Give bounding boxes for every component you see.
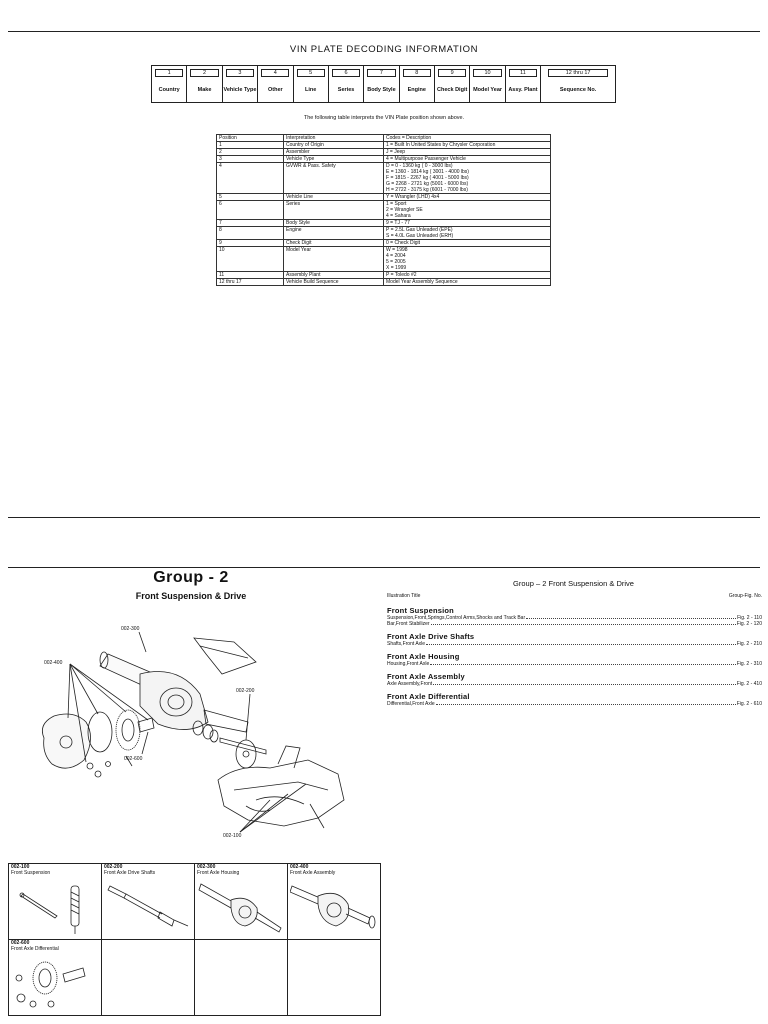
col-illustration-title: Illustration Title [387,593,421,599]
index-section [387,652,762,667]
section-title: Front Axle Drive Shafts [387,632,475,641]
index-entry[interactable]: Axle Assembly,Front Fig. 2 - 410 [387,681,762,687]
vin-cell: 12 thru 17 Sequence No. [541,66,615,102]
vin-title: VIN PLATE DECODING INFORMATION [289,44,479,55]
callout-002-300: 002-300 [121,626,140,632]
section-title: Front Axle Housing [387,652,460,661]
index-section [387,606,762,627]
index-entry[interactable]: Suspension,Front,Springs,Control Arms,Shocks and Track Bar Fig. 2 - 110 [387,615,762,621]
page-top-rule [8,31,760,32]
index-entry[interactable]: Housing,Front Axle Fig. 2 - 310 [387,661,762,667]
vin-cell: 6 Series [329,66,364,102]
vin-cell: 7 Body Style [364,66,399,102]
index-section [387,632,762,647]
table-row: 5 Vehicle Line Y = Wrangler (LHD) 4x4 [217,194,551,201]
table-row: 3 Vehicle Type 4 = Multipurpose Passenger Vehicle [217,156,551,163]
col-group-fig-no: Group-Fig. No. [728,593,762,599]
vin-cell: 5 Line [294,66,329,102]
thumbnail-cell[interactable]: 002-600 Front Axle Differential [9,940,102,1016]
table-row: 11 Assembly Plant P = Toledo #2 [217,272,551,279]
thumbnail-cell[interactable]: 002-200 Front Axle Drive Shafts [102,864,195,940]
drive-shafts-thumbnail [104,878,192,938]
table-header-row: Position Interpretation Codes = Description [217,135,551,142]
vin-note: The following table interprets the VIN Plate position shown above. [303,115,465,121]
page-separator-rule [8,517,760,518]
index-entry[interactable]: Shafts,Front Axle Fig. 2 - 210 [387,641,762,647]
vin-cell: 11 Assy. Plant [506,66,541,102]
vin-decode-table [216,134,551,286]
table-row: 7 Body Style 9 = TJ - 77 [217,220,551,227]
front-axle-exploded-diagram [8,614,374,846]
vin-cell: 9 Check Digit [435,66,470,102]
vin-cell: 2 Make [187,66,222,102]
page-top-rule-2 [8,567,760,568]
index-sections [387,606,762,712]
table-row: 10 Model Year W = 1998 4 = 2004 5 = 2005 X = 1999 [217,247,551,272]
vin-cell: 4 Other [258,66,293,102]
vin-cell: 3 Vehicle Type [223,66,258,102]
vin-cell: 1 Country [152,66,187,102]
table-row: 4 GVWR & Pass. Safety D = 0 - 1360 kg ( 0 - 3000 lbs) E = 1360 - 1814 kg ( 3001 - 4000 lbs) F = 1815 - 2267 kg ( 4001 - 5000 lbs) G = 2268 - 2721 kg (5001 - 6000 lbs) H = 2722 - 3175 kg (6001 - 7000 lbs) [217,163,551,194]
table-row: 1 Country of Origin 1 = Built In United States by Chrysler Corporation [217,142,551,149]
vin-position-strip [151,65,616,103]
table-row: 2 Assembler J = Jeep [217,149,551,156]
index-section [387,672,762,687]
index-title: Group – 2 Front Suspension & Drive [513,579,634,588]
callout-002-200: 002-200 [236,688,255,694]
section-title: Front Axle Assembly [387,672,465,681]
index-entry[interactable]: Differential,Front Axle Fig. 2 - 610 [387,701,762,707]
front-suspension-thumbnail [11,878,99,938]
axle-assembly-thumbnail [290,878,378,938]
thumbnail-cell[interactable]: 002-400 Front Axle Assembly [288,864,381,940]
table-row: 12 thru 17 Vehicle Build Sequence Model Year Assembly Sequence [217,279,551,286]
callout-002-100: 002-100 [223,833,242,839]
table-row: 9 Check Digit 0 = Check Digit [217,240,551,247]
thumbnail-cell-empty [102,940,195,1016]
table-row: 8 Engine P = 2.5L Gas Unleaded (EPE) S = 4.0L Gas Unleaded (ERH) [217,227,551,240]
table-row: 6 Series 1 = Sport 2 = Wrangler SE 4 = Sahara [217,201,551,220]
thumbnail-cell-empty [195,940,288,1016]
callout-002-400: 002-400 [44,660,63,666]
thumbnail-grid [8,863,381,1016]
section-title: Front Suspension [387,606,454,615]
thumbnail-cell[interactable]: 002-300 Front Axle Housing [195,864,288,940]
index-column-headers [387,593,762,599]
differential-thumbnail [11,954,99,1014]
vin-cell: 10 Model Year [470,66,505,102]
thumbnail-cell[interactable]: 002-100 Front Suspension [9,864,102,940]
thumbnail-cell-empty [288,940,381,1016]
group-subtitle: Front Suspension & Drive [135,591,247,601]
index-section [387,692,762,707]
vin-cell: 8 Engine [400,66,435,102]
section-title: Front Axle Differential [387,692,470,701]
axle-housing-thumbnail [197,878,285,938]
callout-002-600: 002-600 [124,756,143,762]
group-title: Group - 2 [153,569,229,586]
index-entry[interactable]: Bar,Front Stabilizer Fig. 2 - 120 [387,621,762,627]
